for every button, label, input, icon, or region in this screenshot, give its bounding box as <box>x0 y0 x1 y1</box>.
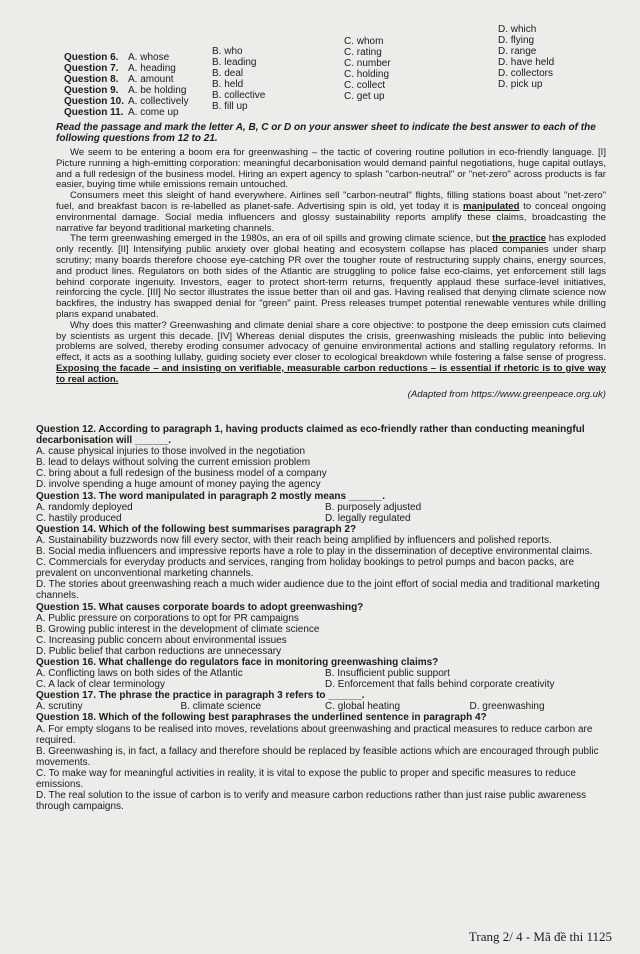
q14-option-b: B. Social media influencers and impressive reports have a role to play in the dissemination of deceptive environmental claims. <box>36 546 593 558</box>
question-17: Question 17. The phrase the practice in paragraph 3 refers to ______. <box>36 690 365 702</box>
option-d: D. collectors <box>498 68 554 79</box>
q14-option-a: A. Sustainability buzzwords now fill every sector, with their reach being amplified by influencers and polished reports. <box>36 534 552 546</box>
underlined-sentence: Exposing the facade – and insisting on verifiable, measurable carbon reductions – is essential if rhetoric is to give way to real action. <box>56 362 606 385</box>
question-15: Question 15. What causes corporate boards to adopt greenwashing? <box>36 601 364 613</box>
q13-options-row-2 <box>36 513 614 524</box>
q16-option-d: D. Enforcement that falls behind corporate creativity <box>325 679 555 691</box>
question-12: Question 12. According to paragraph 1, having products claimed as eco-friendly rather than conducting meaningful decarbonisation will ______. <box>36 424 585 447</box>
q13-option-d: D. legally regulated <box>325 512 411 524</box>
q18-option-a: A. For empty slogans to be realised into moves, revelations about greenwashing and practical measures to reduce carbon are required. <box>36 723 593 746</box>
q17-options-row <box>36 701 614 712</box>
option-c: C. rating <box>344 47 382 58</box>
option-c: C. collect <box>344 80 386 91</box>
option-b: B. deal <box>212 68 244 79</box>
option-d: D. have held <box>498 57 555 68</box>
paragraph-3: The term greenwashing emerged in the 1980s, an era of oil spills and growing climate science, but the practice has exploded only recently. [II] Intensifying public anxiety over global heating and ecosystem collapse has placed companies under sharp scrutiny; many boards therefore choose eye-catching PR over the tougher route of restructuring supply chains, energy sources, and product lines. Regulators on both sides of the Atlantic are struggling to police false eco-claims, yet enforcement still lags behind corporate ingenuity. Investors, eager to protect short-term returns, frequently applaud these surface-level initiatives, reinforcing the cycle. [III] No sector illustrates the issue better than oil and gas. Having realised that denying climate science now backfires, the industry has swapped denial for "green" paint. Press releases trumpet potential renewable ventures while drilling plans expand unabated. <box>56 233 606 320</box>
q16-option-c: C. A lack of clear terminology <box>36 679 165 691</box>
question-number: Question 10. <box>64 96 125 107</box>
q16-option-a: A. Conflicting laws on both sides of the Atlantic <box>36 668 243 680</box>
reading-passage <box>56 148 606 400</box>
q12-option-c: C. bring about a full redesign of the business model of a company <box>36 468 327 480</box>
underlined-word: manipulated <box>462 200 520 212</box>
q12-option-a: A. cause physical injuries to those involved in the negotiation <box>36 446 306 458</box>
option-a: A. collectively <box>128 96 189 107</box>
question-number: Question 9. <box>64 85 119 96</box>
q14-option-c: C. Commercials for everyday products and services, ranging from holiday bookings to petrol pumps and bacon packs, are prevalent on unconventional marketing channels. <box>36 557 575 580</box>
option-c: C. get up <box>344 91 385 102</box>
option-c: C. whom <box>344 36 384 47</box>
q13-option-b: B. purposely adjusted <box>325 501 422 513</box>
option-a: A. whose <box>128 52 170 63</box>
page-footer: Trang 2/ 4 - Mã đề thi 1125 <box>468 928 612 944</box>
q15-option-a: A. Public pressure on corporations to opt for PR campaigns <box>36 612 299 624</box>
q18-option-b: B. Greenwashing is, in fact, a fallacy and therefore should be replaced by feasible actions which are encouraged through public movements. <box>36 745 599 768</box>
option-b: B. who <box>212 46 243 57</box>
question-numbers-column <box>64 52 124 118</box>
option-a: A. heading <box>128 63 176 74</box>
option-d: D. pick up <box>498 79 543 90</box>
question-number: Question 11. <box>64 107 124 118</box>
option-d: D. range <box>498 46 537 57</box>
question-16: Question 16. What challenge do regulators face in monitoring greenwashing claims? <box>36 656 439 668</box>
q18-option-d: D. The real solution to the issue of carbon is to verify and measure carbon reductions rather than just raise public awareness through campaigns. <box>36 790 587 813</box>
q15-option-c: C. Increasing public concern about environmental issues <box>36 634 287 646</box>
option-b: B. fill up <box>212 101 248 112</box>
source-citation: (Adapted from https://www.greenpeace.org.uk) <box>407 388 606 400</box>
q16-option-b: B. Insufficient public support <box>325 668 450 680</box>
q13-option-c: C. hastily produced <box>36 512 122 524</box>
option-b: B. leading <box>212 57 257 68</box>
option-c: C. holding <box>344 69 390 80</box>
q12-option-d: D. involve spending a huge amount of money paying the agency <box>36 479 321 491</box>
question-18: Question 18. Which of the following best paraphrases the underlined sentence in paragraph 4? <box>36 712 487 724</box>
question-number: Question 7. <box>64 63 119 74</box>
question-14: Question 14. Which of the following best summarises paragraph 2? <box>36 523 357 535</box>
q16-options-row-2 <box>36 679 614 690</box>
q13-options-row-1 <box>36 502 614 513</box>
q15-option-d: D. Public belief that carbon reductions are unnecessary <box>36 645 282 657</box>
underlined-phrase: the practice <box>492 233 547 245</box>
paragraph-1: We seem to be entering a boom era for greenwashing – the tactic of covering routine pollution in eco-friendly language. [I] Picture running a high-emitting corporation: meaningful decarbonisation would demand painful negotiations, huge capital outlays, and a full redesign of the business model. Hiring an expert agency to splash "carbon-neutral" or "net-zero" across products is far easier, buying time while emissions remain untouched. <box>56 147 606 191</box>
q14-option-d: D. The stories about greenwashing reach a much wider audience due to the joint effort of social media and traditional marketing channels. <box>36 579 600 602</box>
question-number: Question 8. <box>64 74 119 85</box>
option-a: A. come up <box>128 107 179 118</box>
option-c-column <box>344 36 391 102</box>
q17-option-c: C. global heating <box>325 701 401 713</box>
option-a: A. amount <box>128 74 174 85</box>
option-b: B. held <box>212 79 244 90</box>
q18-option-c: C. To make way for meaningful activities in reality, it is vital to expose the public to proper and specific measures to reduce emissions. <box>36 767 576 790</box>
paragraph-2: Consumers meet this sleight of hand everywhere. Airlines sell "carbon-neutral" flights, filling stations boast about "net-zero" fuel, and breakfast bacon is re-labelled as planet-safe. Advertising spin is old, yet today it is manipulated to conceal ongoing environmental damage. Social media influencers and glossy sustainability reports amplify these claims, broadcasting the narrative far beyond traditional marketing channels. <box>56 190 607 234</box>
paragraph-4: Why does this matter? Greenwashing and climate denial share a core objective: to postpone the deep emission cuts claimed by scientists as urgent this decade. [IV] Whereas denial disputes the crisis, greenwashing misleads the public into believing problems are solved, thereby eroding consumer advocacy of genuine environmental actions and stalling regulatory reforms. In effect, it acts as a soothing lullaby, guiding society ever closer to ecological breakdown while fostering a false sense of progress. Exposing the facade – and insisting on verifiable, measurable carbon reductions – is essential if rhetoric is to give way to real action. <box>56 319 606 385</box>
q12-option-b: B. lead to delays without solving the current emission problem <box>36 457 311 469</box>
option-d: D. which <box>498 24 537 35</box>
option-a-column <box>128 52 189 118</box>
q17-option-a: A. scrutiny <box>36 701 83 713</box>
option-b-column <box>212 46 265 112</box>
q17-option-b: B. climate science <box>180 701 262 713</box>
option-b: B. collective <box>212 90 266 101</box>
option-a: A. be holding <box>128 85 187 96</box>
q15-option-b: B. Growing public interest in the development of climate science <box>36 623 320 635</box>
questions-block <box>36 424 614 812</box>
instruction-text: Read the passage and mark the letter A, B, C or D on your answer sheet to indicate the best answer to each of the following questions from 12 to 21. <box>56 122 596 144</box>
option-c: C. number <box>344 58 391 69</box>
q13-option-a: A. randomly deployed <box>36 501 133 513</box>
question-13: Question 13. The word manipulated in paragraph 2 mostly means ______. <box>36 490 385 502</box>
option-d-column <box>498 24 554 90</box>
q17-option-d: D. greenwashing <box>469 701 545 713</box>
option-d: D. flying <box>498 35 535 46</box>
question-number: Question 6. <box>64 52 119 63</box>
q16-options-row-1 <box>36 668 614 679</box>
